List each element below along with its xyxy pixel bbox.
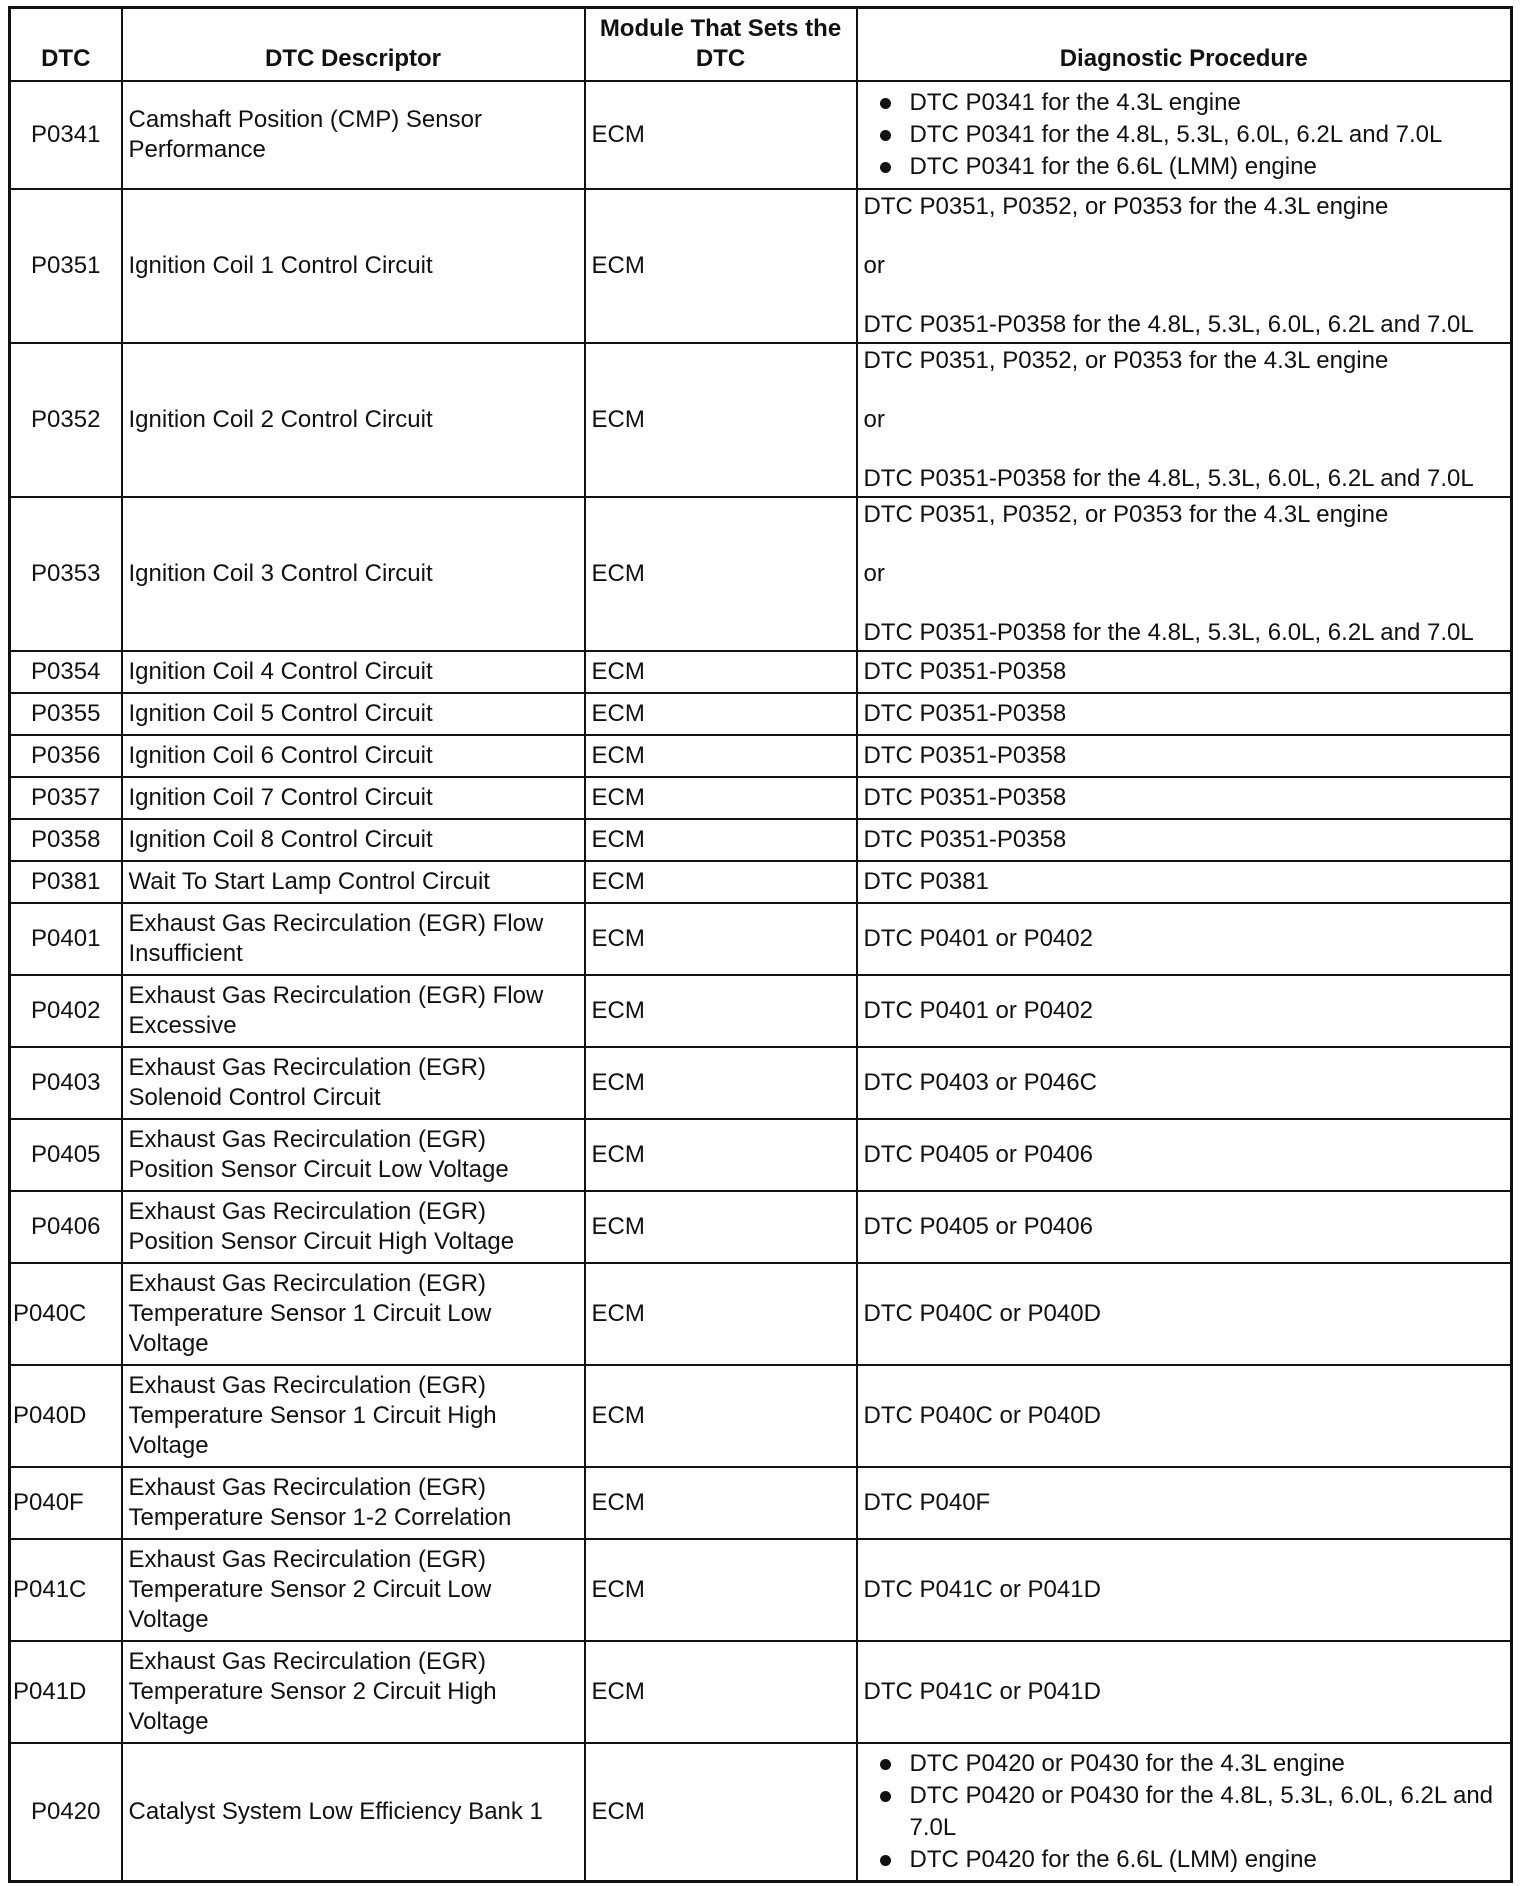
procedure-lines: [864, 190, 1505, 342]
dtc-code-cell: P0352: [10, 343, 122, 497]
diagnostic-procedure-cell: DTC P040F: [857, 1467, 1512, 1539]
module-cell: ECM: [585, 1191, 857, 1263]
procedure-line: DTC P0351, P0352, or P0353 for the 4.3L engine: [863, 193, 1389, 220]
dtc-code-cell: P0355: [10, 693, 122, 735]
dtc-descriptor-cell: Exhaust Gas Recirculation (EGR) Temperature Sensor 1 Circuit Low Voltage: [122, 1263, 585, 1365]
dtc-table: [8, 6, 1513, 1883]
dtc-code-cell: P0401: [10, 903, 122, 975]
dtc-descriptor-cell: Exhaust Gas Recirculation (EGR) Position Sensor Circuit Low Voltage: [122, 1119, 585, 1191]
procedure-bullet-item: DTC P0420 or P0430 for the 4.3L engine: [910, 1748, 1505, 1780]
diagnostic-procedure-cell: [857, 343, 1512, 497]
diagnostic-procedure-cell: DTC P0405 or P0406: [857, 1119, 1512, 1191]
dtc-descriptor-cell: Ignition Coil 5 Control Circuit: [122, 693, 585, 735]
table-row: [10, 903, 1512, 975]
table-row: [10, 777, 1512, 819]
table-row: [10, 1539, 1512, 1641]
dtc-code-cell: P0381: [10, 861, 122, 903]
table-row: [10, 1365, 1512, 1467]
table-row: [10, 189, 1512, 343]
diagnostic-procedure-cell: DTC P0401 or P0402: [857, 903, 1512, 975]
table-row: [10, 975, 1512, 1047]
diagnostic-procedure-cell: [857, 189, 1512, 343]
procedure-bullet-item: DTC P0420 or P0430 for the 4.8L, 5.3L, 6.0L, 6.2L and 7.0L: [910, 1780, 1505, 1844]
dtc-descriptor-cell: Wait To Start Lamp Control Circuit: [122, 861, 585, 903]
procedure-lines: [864, 344, 1505, 496]
table-row: [10, 497, 1512, 651]
dtc-code-cell: P0406: [10, 1191, 122, 1263]
module-cell: ECM: [585, 1119, 857, 1191]
procedure-bullet-item: DTC P0341 for the 4.8L, 5.3L, 6.0L, 6.2L and 7.0L: [910, 119, 1505, 151]
dtc-descriptor-cell: Ignition Coil 1 Control Circuit: [122, 189, 585, 343]
dtc-descriptor-cell: Ignition Coil 6 Control Circuit: [122, 735, 585, 777]
module-cell: ECM: [585, 497, 857, 651]
dtc-code-cell: P0358: [10, 819, 122, 861]
dtc-descriptor-cell: Exhaust Gas Recirculation (EGR) Flow Insufficient: [122, 903, 585, 975]
procedure-line: DTC P0351-P0358 for the 4.8L, 5.3L, 6.0L, 6.2L and 7.0L: [863, 619, 1474, 646]
procedure-line: or: [863, 406, 885, 433]
diagnostic-procedure-cell: DTC P0351-P0358: [857, 777, 1512, 819]
dtc-code-cell: P0354: [10, 651, 122, 693]
dtc-descriptor-cell: Ignition Coil 3 Control Circuit: [122, 497, 585, 651]
table-row: [10, 81, 1512, 189]
procedure-bullet-item: DTC P0420 for the 6.6L (LMM) engine: [910, 1844, 1505, 1876]
dtc-code-cell: P0405: [10, 1119, 122, 1191]
dtc-code-cell: P040F: [10, 1467, 122, 1539]
diagnostic-procedure-cell: DTC P0351-P0358: [857, 693, 1512, 735]
header-dtc: DTC: [10, 8, 122, 82]
table-row: [10, 1047, 1512, 1119]
module-cell: ECM: [585, 651, 857, 693]
module-cell: ECM: [585, 189, 857, 343]
diagnostic-procedure-cell: [857, 1743, 1512, 1882]
dtc-descriptor-cell: Ignition Coil 8 Control Circuit: [122, 819, 585, 861]
table-row: [10, 693, 1512, 735]
header-descriptor: DTC Descriptor: [122, 8, 585, 82]
procedure-bullet-item: DTC P0341 for the 4.3L engine: [910, 87, 1505, 119]
dtc-descriptor-cell: Exhaust Gas Recirculation (EGR) Position Sensor Circuit High Voltage: [122, 1191, 585, 1263]
module-cell: ECM: [585, 1263, 857, 1365]
module-cell: ECM: [585, 861, 857, 903]
module-cell: ECM: [585, 1539, 857, 1641]
table-row: [10, 651, 1512, 693]
diagnostic-procedure-cell: DTC P0351-P0358: [857, 735, 1512, 777]
dtc-code-cell: P0357: [10, 777, 122, 819]
dtc-code-cell: P041D: [10, 1641, 122, 1743]
diagnostic-procedure-cell: DTC P040C or P040D: [857, 1365, 1512, 1467]
dtc-code-cell: P0356: [10, 735, 122, 777]
dtc-descriptor-cell: Exhaust Gas Recirculation (EGR) Flow Excessive: [122, 975, 585, 1047]
dtc-code-cell: P0402: [10, 975, 122, 1047]
module-cell: ECM: [585, 819, 857, 861]
table-header: [10, 8, 1512, 82]
diagnostic-procedure-cell: DTC P040C or P040D: [857, 1263, 1512, 1365]
procedure-line: DTC P0351-P0358 for the 4.8L, 5.3L, 6.0L, 6.2L and 7.0L: [863, 311, 1474, 338]
module-cell: ECM: [585, 81, 857, 189]
dtc-descriptor-cell: Ignition Coil 4 Control Circuit: [122, 651, 585, 693]
diagnostic-procedure-cell: DTC P0351-P0358: [857, 651, 1512, 693]
module-cell: ECM: [585, 1047, 857, 1119]
dtc-descriptor-cell: Catalyst System Low Efficiency Bank 1: [122, 1743, 585, 1882]
dtc-code-cell: P0403: [10, 1047, 122, 1119]
procedure-line: DTC P0351, P0352, or P0353 for the 4.3L engine: [863, 501, 1389, 528]
table-row: [10, 1191, 1512, 1263]
dtc-code-cell: P0420: [10, 1743, 122, 1882]
diagnostic-procedure-cell: DTC P0351-P0358: [857, 819, 1512, 861]
table-row: [10, 819, 1512, 861]
dtc-descriptor-cell: Ignition Coil 7 Control Circuit: [122, 777, 585, 819]
dtc-descriptor-cell: Exhaust Gas Recirculation (EGR) Temperature Sensor 1 Circuit High Voltage: [122, 1365, 585, 1467]
dtc-code-cell: P040C: [10, 1263, 122, 1365]
header-module: Module That Sets the DTC: [585, 8, 857, 82]
module-cell: ECM: [585, 735, 857, 777]
diagnostic-procedure-cell: DTC P0403 or P046C: [857, 1047, 1512, 1119]
dtc-descriptor-cell: Exhaust Gas Recirculation (EGR) Solenoid Control Circuit: [122, 1047, 585, 1119]
module-cell: ECM: [585, 1467, 857, 1539]
diagnostic-procedure-cell: DTC P041C or P041D: [857, 1641, 1512, 1743]
dtc-code-cell: P0351: [10, 189, 122, 343]
module-cell: ECM: [585, 777, 857, 819]
module-cell: ECM: [585, 1641, 857, 1743]
procedure-bullet-list: [864, 1744, 1505, 1880]
module-cell: ECM: [585, 903, 857, 975]
module-cell: ECM: [585, 1365, 857, 1467]
table-row: [10, 735, 1512, 777]
diagnostic-procedure-cell: DTC P0381: [857, 861, 1512, 903]
dtc-descriptor-cell: Ignition Coil 2 Control Circuit: [122, 343, 585, 497]
table-row: [10, 1263, 1512, 1365]
header-row: [10, 8, 1512, 82]
table-row: [10, 861, 1512, 903]
table-row: [10, 1743, 1512, 1882]
dtc-code-cell: P041C: [10, 1539, 122, 1641]
module-cell: ECM: [585, 343, 857, 497]
module-cell: ECM: [585, 693, 857, 735]
dtc-descriptor-cell: Exhaust Gas Recirculation (EGR) Temperature Sensor 2 Circuit High Voltage: [122, 1641, 585, 1743]
table-row: [10, 1467, 1512, 1539]
dtc-code-cell: P040D: [10, 1365, 122, 1467]
diagnostic-procedure-cell: DTC P041C or P041D: [857, 1539, 1512, 1641]
table-body: [10, 81, 1512, 1882]
dtc-code-cell: P0353: [10, 497, 122, 651]
procedure-line: or: [863, 252, 885, 279]
header-procedure: Diagnostic Procedure: [857, 8, 1512, 82]
procedure-lines: [864, 498, 1505, 650]
procedure-line: DTC P0351-P0358 for the 4.8L, 5.3L, 6.0L, 6.2L and 7.0L: [863, 465, 1474, 492]
procedure-line: or: [863, 560, 885, 587]
procedure-bullet-list: [864, 83, 1505, 187]
diagnostic-procedure-cell: DTC P0405 or P0406: [857, 1191, 1512, 1263]
table-row: [10, 1119, 1512, 1191]
module-cell: ECM: [585, 1743, 857, 1882]
dtc-descriptor-cell: Exhaust Gas Recirculation (EGR) Temperature Sensor 2 Circuit Low Voltage: [122, 1539, 585, 1641]
dtc-descriptor-cell: Exhaust Gas Recirculation (EGR) Temperature Sensor 1-2 Correlation: [122, 1467, 585, 1539]
diagnostic-procedure-cell: [857, 497, 1512, 651]
diagnostic-procedure-cell: [857, 81, 1512, 189]
procedure-bullet-item: DTC P0341 for the 6.6L (LMM) engine: [910, 151, 1505, 183]
table-row: [10, 1641, 1512, 1743]
dtc-code-cell: P0341: [10, 81, 122, 189]
procedure-line: DTC P0351, P0352, or P0353 for the 4.3L engine: [863, 347, 1389, 374]
module-cell: ECM: [585, 975, 857, 1047]
diagnostic-procedure-cell: DTC P0401 or P0402: [857, 975, 1512, 1047]
dtc-descriptor-cell: Camshaft Position (CMP) Sensor Performance: [122, 81, 585, 189]
table-row: [10, 343, 1512, 497]
